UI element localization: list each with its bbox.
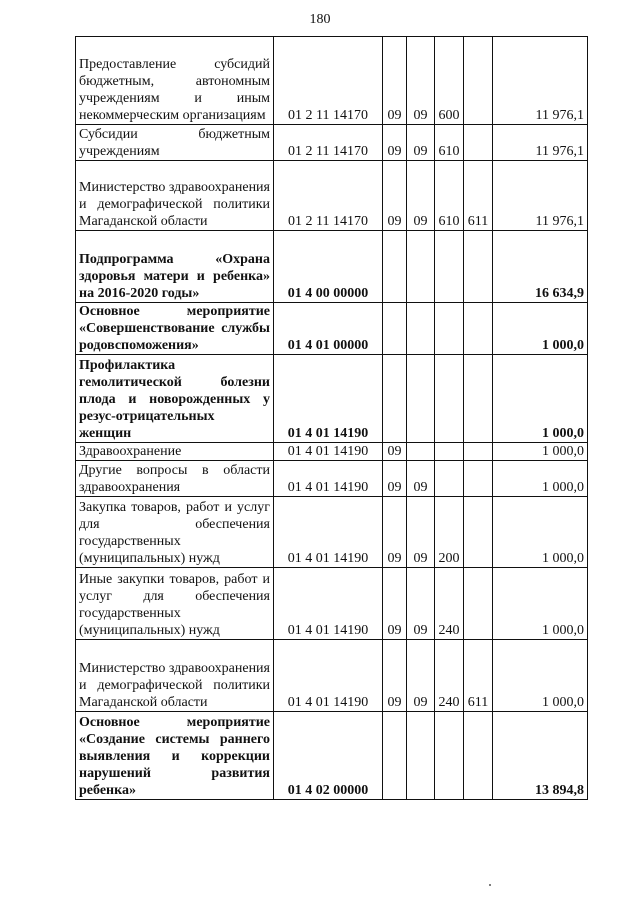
administrator-cell: 611 <box>464 640 493 712</box>
target-article-cell: 01 4 01 14190 <box>274 640 383 712</box>
target-article-cell: 01 4 01 14190 <box>274 497 383 568</box>
row-name-cell: Субсидии бюджетным учреждениям <box>76 125 274 161</box>
subsection-cell: 09 <box>407 125 435 161</box>
row-name-cell: Профилактика гемолитической болезни плода и новорожденных у резус-отрицательных женщин <box>76 355 274 443</box>
expense-type-cell <box>435 461 464 497</box>
expense-type-cell: 240 <box>435 568 464 640</box>
section-cell: 09 <box>383 161 407 231</box>
administrator-cell <box>464 443 493 461</box>
subsection-cell: 09 <box>407 640 435 712</box>
target-article-cell: 01 4 01 14190 <box>274 461 383 497</box>
subsection-cell: 09 <box>407 497 435 568</box>
row-name-cell: Здравоохранение <box>76 443 274 461</box>
amount-cell: 11 976,1 <box>493 161 588 231</box>
row-name-cell: Закупка товаров, работ и услуг для обеспечения государственных (муниципальных) нужд <box>76 497 274 568</box>
table-row <box>76 355 588 443</box>
section-cell <box>383 231 407 303</box>
amount-cell: 1 000,0 <box>493 640 588 712</box>
administrator-cell <box>464 461 493 497</box>
section-cell: 09 <box>383 461 407 497</box>
expense-type-cell <box>435 231 464 303</box>
subsection-cell <box>407 712 435 800</box>
table-row <box>76 443 588 461</box>
section-cell: 09 <box>383 568 407 640</box>
row-name-cell: Министерство здравоохранения и демографической политики Магаданской области <box>76 161 274 231</box>
section-cell: 09 <box>383 125 407 161</box>
administrator-cell <box>464 37 493 125</box>
row-name-cell: Предоставление субсидий бюджетным, автономным учреждениям и иным некоммерческим организациям <box>76 37 274 125</box>
amount-cell: 1 000,0 <box>493 497 588 568</box>
row-name-cell: Основное мероприятие «Создание системы раннего выявления и коррекции нарушений развития ребенка» <box>76 712 274 800</box>
expense-type-cell: 610 <box>435 125 464 161</box>
amount-cell: 16 634,9 <box>493 231 588 303</box>
section-cell <box>383 712 407 800</box>
target-article-cell: 01 4 02 00000 <box>274 712 383 800</box>
amount-cell: 1 000,0 <box>493 303 588 355</box>
row-name-cell: Основное мероприятие «Совершенствование службы родовспоможения» <box>76 303 274 355</box>
target-article-cell: 01 2 11 14170 <box>274 161 383 231</box>
target-article-cell: 01 2 11 14170 <box>274 125 383 161</box>
table-row <box>76 37 588 125</box>
table-row <box>76 303 588 355</box>
table-row <box>76 640 588 712</box>
amount-cell: 11 976,1 <box>493 125 588 161</box>
section-cell: 09 <box>383 37 407 125</box>
table-row <box>76 568 588 640</box>
scan-speck <box>489 884 491 886</box>
administrator-cell <box>464 231 493 303</box>
section-cell <box>383 355 407 443</box>
amount-cell: 11 976,1 <box>493 37 588 125</box>
subsection-cell <box>407 443 435 461</box>
section-cell: 09 <box>383 497 407 568</box>
expense-type-cell: 240 <box>435 640 464 712</box>
target-article-cell: 01 4 01 14190 <box>274 355 383 443</box>
page-number: 180 <box>309 12 331 27</box>
amount-cell: 1 000,0 <box>493 443 588 461</box>
target-article-cell: 01 2 11 14170 <box>274 37 383 125</box>
administrator-cell: 611 <box>464 161 493 231</box>
subsection-cell <box>407 231 435 303</box>
expense-type-cell <box>435 303 464 355</box>
row-name-cell: Министерство здравоохранения и демографической политики Магаданской области <box>76 640 274 712</box>
subsection-cell <box>407 303 435 355</box>
expense-type-cell <box>435 712 464 800</box>
section-cell: 09 <box>383 443 407 461</box>
subsection-cell: 09 <box>407 161 435 231</box>
amount-cell: 13 894,8 <box>493 712 588 800</box>
subsection-cell: 09 <box>407 568 435 640</box>
amount-cell: 1 000,0 <box>493 461 588 497</box>
subsection-cell: 09 <box>407 461 435 497</box>
budget-table <box>75 36 588 800</box>
expense-type-cell <box>435 443 464 461</box>
section-cell <box>383 303 407 355</box>
row-name-cell: Иные закупки товаров, работ и услуг для обеспечения государственных (муниципальных) нужд <box>76 568 274 640</box>
row-name-cell: Другие вопросы в области здравоохранения <box>76 461 274 497</box>
amount-cell: 1 000,0 <box>493 355 588 443</box>
row-name-cell: Подпрограмма «Охрана здоровья матери и ребенка» на 2016-2020 годы» <box>76 231 274 303</box>
table-row <box>76 497 588 568</box>
table-row <box>76 161 588 231</box>
subsection-cell: 09 <box>407 37 435 125</box>
administrator-cell <box>464 355 493 443</box>
administrator-cell <box>464 497 493 568</box>
table-row <box>76 712 588 800</box>
target-article-cell: 01 4 00 00000 <box>274 231 383 303</box>
target-article-cell: 01 4 01 14190 <box>274 443 383 461</box>
table-row <box>76 125 588 161</box>
administrator-cell <box>464 125 493 161</box>
expense-type-cell <box>435 355 464 443</box>
table-row <box>76 231 588 303</box>
expense-type-cell: 610 <box>435 161 464 231</box>
target-article-cell: 01 4 01 14190 <box>274 568 383 640</box>
target-article-cell: 01 4 01 00000 <box>274 303 383 355</box>
expense-type-cell: 600 <box>435 37 464 125</box>
administrator-cell <box>464 568 493 640</box>
table-row <box>76 461 588 497</box>
administrator-cell <box>464 712 493 800</box>
administrator-cell <box>464 303 493 355</box>
section-cell: 09 <box>383 640 407 712</box>
expense-type-cell: 200 <box>435 497 464 568</box>
amount-cell: 1 000,0 <box>493 568 588 640</box>
subsection-cell <box>407 355 435 443</box>
